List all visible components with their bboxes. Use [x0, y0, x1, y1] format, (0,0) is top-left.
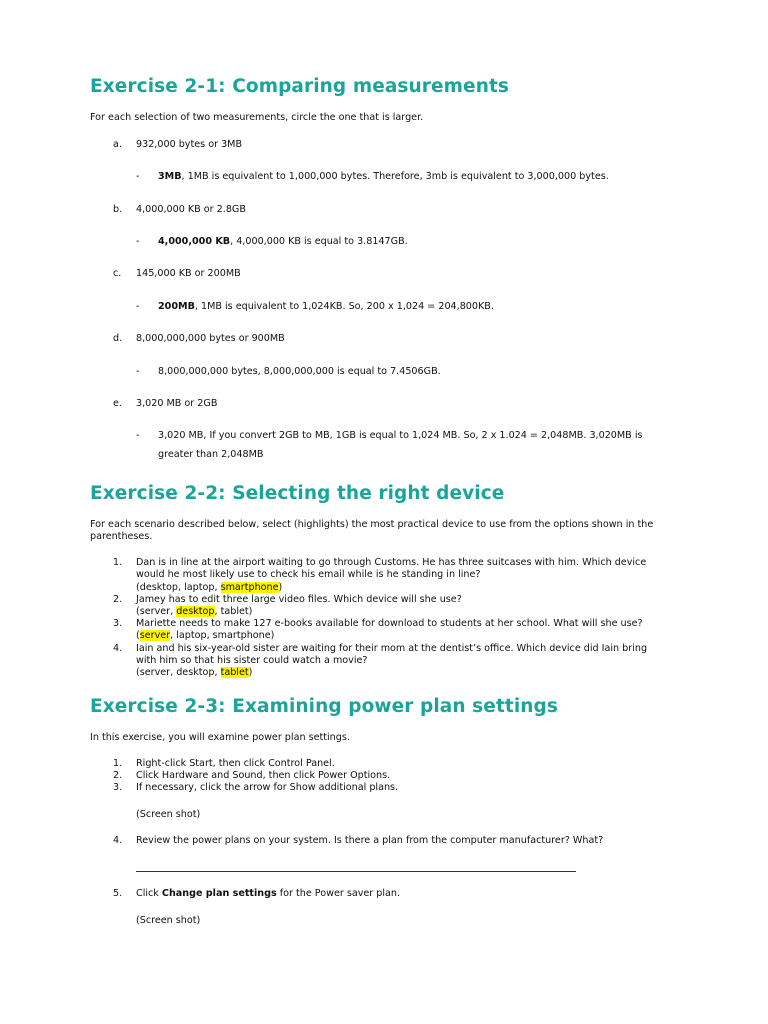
answer-bold: 3MB — [158, 171, 182, 182]
answer-rest: , 1MB is equivalent to 1,000,000 bytes. Therefore, 3mb is equivalent to 3,000,000 bytes. — [181, 171, 609, 182]
item-answer — [158, 171, 609, 183]
step-text: Click Hardware and Sound, then click Power Options. — [136, 770, 391, 781]
exercise-3-title: Exercise 2-3: Examining power plan settings — [90, 696, 558, 717]
item-answer-line2: greater than 2,048MB — [158, 449, 264, 460]
highlighted-option: smartphone — [220, 582, 279, 593]
scenario-text-line2: would he most likely use to check his email while is he standing in line? — [136, 569, 481, 580]
step-number: 3. — [113, 782, 123, 793]
scenario-text-line2: with him so that his sister could watch a movie? — [136, 655, 368, 666]
item-answer: 8,000,000,000 bytes, 8,000,000,000 is equal to 7.4506GB. — [158, 366, 441, 377]
highlighted-option: tablet — [220, 667, 249, 678]
exercise-2-intro-line2: parentheses. — [90, 531, 153, 542]
dash: - — [136, 171, 140, 182]
dash: - — [136, 366, 140, 377]
dash: - — [136, 236, 140, 247]
scenario-options — [136, 582, 282, 594]
item-letter: d. — [113, 333, 123, 344]
scenario-text: Iain and his six-year-old sister are waiting for their mom at the dentist’s office. Which device did Iain bring — [136, 643, 648, 654]
highlighted-option: server — [139, 630, 171, 641]
scenario-options — [136, 606, 252, 618]
option-text: ) — [248, 667, 253, 678]
exercise-3-intro: In this exercise, you will examine power plan settings. — [90, 732, 350, 743]
scenario-text: Dan is in line at the airport waiting to go through Customs. He has three suitcases with him. Which device — [136, 557, 647, 568]
step-number: 5. — [113, 888, 123, 899]
scenario-text: Jamey has to edit three large video files. Which device will she use? — [136, 594, 462, 605]
screenshot-placeholder: (Screen shot) — [136, 915, 201, 926]
step-number: 4. — [113, 835, 123, 846]
scenario-number: 3. — [113, 618, 123, 629]
item-letter: a. — [113, 139, 122, 150]
step-number: 2. — [113, 770, 123, 781]
item-answer — [158, 301, 494, 313]
scenario-options — [136, 630, 274, 642]
highlighted-option: desktop — [176, 606, 215, 617]
step-text: Right-click Start, then click Control Panel. — [136, 758, 335, 769]
option-text: ) — [278, 582, 283, 593]
answer-rest: , 4,000,000 KB is equal to 3.8147GB. — [230, 236, 408, 247]
scenario-number: 2. — [113, 594, 123, 605]
step-text: If necessary, click the arrow for Show additional plans. — [136, 782, 399, 793]
option-text: , laptop, smartphone) — [170, 630, 275, 641]
answer-line[interactable] — [136, 871, 576, 872]
step-text-bold: Change plan settings — [161, 888, 277, 899]
exercise-1-intro: For each selection of two measurements, circle the one that is larger. — [90, 112, 424, 123]
item-question: 145,000 KB or 200MB — [136, 268, 241, 279]
option-text: (server, desktop, — [136, 667, 221, 678]
item-question: 8,000,000,000 bytes or 900MB — [136, 333, 285, 344]
item-letter: c. — [113, 268, 122, 279]
option-text: , tablet) — [214, 606, 253, 617]
step-text-part: Click — [136, 888, 162, 899]
exercise-2-title: Exercise 2-2: Selecting the right device — [90, 483, 505, 504]
exercise-2-intro: For each scenario described below, select (highlights) the most practical device to use from the options shown in the — [90, 519, 654, 530]
step-number: 1. — [113, 758, 123, 769]
option-text: (server, — [136, 606, 177, 617]
scenario-number: 1. — [113, 557, 123, 568]
item-answer: 3,020 MB, If you convert 2GB to MB, 1GB is equal to 1,024 MB. So, 2 x 1.024 = 2,048MB. 3,020MB is — [158, 430, 643, 441]
item-question: 3,020 MB or 2GB — [136, 398, 218, 409]
answer-bold: 200MB — [158, 301, 195, 312]
item-question: 932,000 bytes or 3MB — [136, 139, 243, 150]
step-text: Review the power plans on your system. Is there a plan from the computer manufacturer? What? — [136, 835, 604, 846]
scenario-text: Mariette needs to make 127 e-books available for download to students at her school. What will she use? — [136, 618, 643, 629]
answer-rest: , 1MB is equivalent to 1,024KB. So, 200 x 1,024 = 204,800KB. — [194, 301, 494, 312]
step-text-part: for the Power saver plan. — [276, 888, 401, 899]
answer-bold: 4,000,000 KB — [158, 236, 231, 247]
scenario-number: 4. — [113, 643, 123, 654]
option-text: (desktop, laptop, — [136, 582, 221, 593]
step-text — [136, 888, 400, 900]
option-text: ( — [136, 630, 140, 641]
item-answer — [158, 236, 408, 248]
item-question: 4,000,000 KB or 2.8GB — [136, 204, 246, 215]
item-letter: b. — [113, 204, 123, 215]
dash: - — [136, 430, 140, 441]
screenshot-placeholder: (Screen shot) — [136, 809, 201, 820]
exercise-1-title: Exercise 2-1: Comparing measurements — [90, 76, 510, 97]
scenario-options — [136, 667, 252, 679]
item-letter: e. — [113, 398, 122, 409]
dash: - — [136, 301, 140, 312]
